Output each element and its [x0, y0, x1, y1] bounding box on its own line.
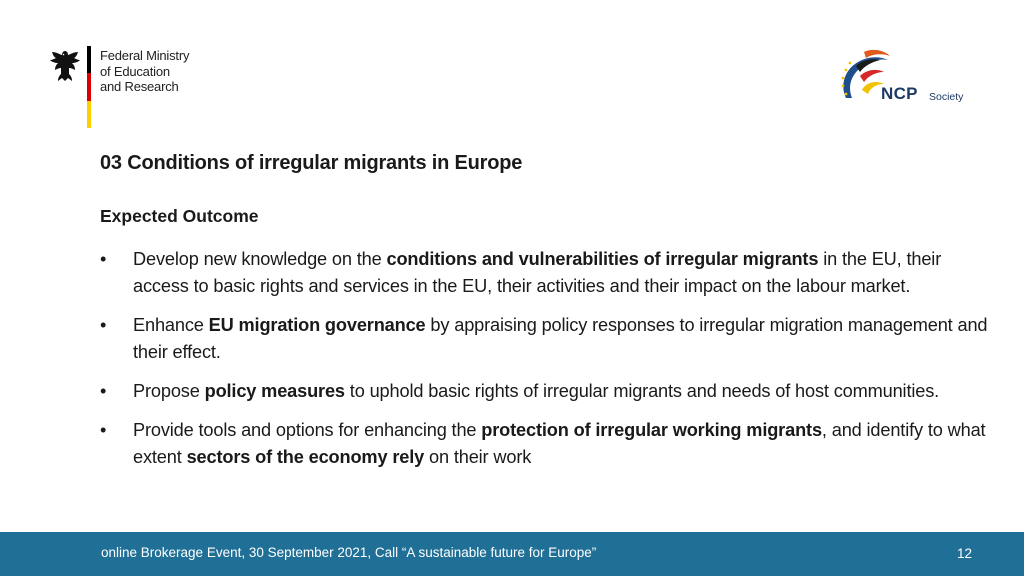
german-flag-stripe: [87, 46, 91, 128]
list-item: • Provide tools and options for enhancing the protection of irregular working migrants, and identify to what extent sectors of the economy rely on their work: [100, 417, 990, 471]
slide-title: 03 Conditions of irregular migrants in Europe: [100, 152, 523, 174]
footer-text: online Brokerage Event, 30 September 2021, Call “A sustainable future for Europe”: [101, 545, 597, 560]
bullet-icon: •: [100, 315, 107, 335]
footer-bar: [0, 532, 1024, 576]
ncp-society-logo: [838, 48, 968, 112]
slide-subtitle: Expected Outcome: [100, 206, 259, 226]
page-number: 12: [956, 546, 972, 561]
list-item: • Enhance EU migration governance by appraising policy responses to irregular migration management and their effect.: [100, 312, 990, 366]
ministry-name: Federal Ministry of Education and Research: [100, 48, 190, 94]
bullet-icon: •: [100, 381, 107, 401]
federal-eagle-icon: [48, 48, 82, 84]
list-item: • Propose policy measures to uphold basic rights of irregular migrants and needs of host communities.: [100, 378, 990, 405]
bullet-icon: •: [100, 420, 107, 440]
list-item: • Develop new knowledge on the conditions and vulnerabilities of irregular migrants in the EU, their access to basic rights and services in the EU, their activities and their impact on the labour market.: [100, 246, 990, 300]
bullet-icon: •: [100, 249, 107, 269]
ncp-logo-text: NCP: [881, 84, 918, 103]
outcome-list: [100, 246, 990, 483]
bmbf-logo: [48, 46, 208, 130]
ncp-logo-suffix: Society: [929, 91, 964, 103]
